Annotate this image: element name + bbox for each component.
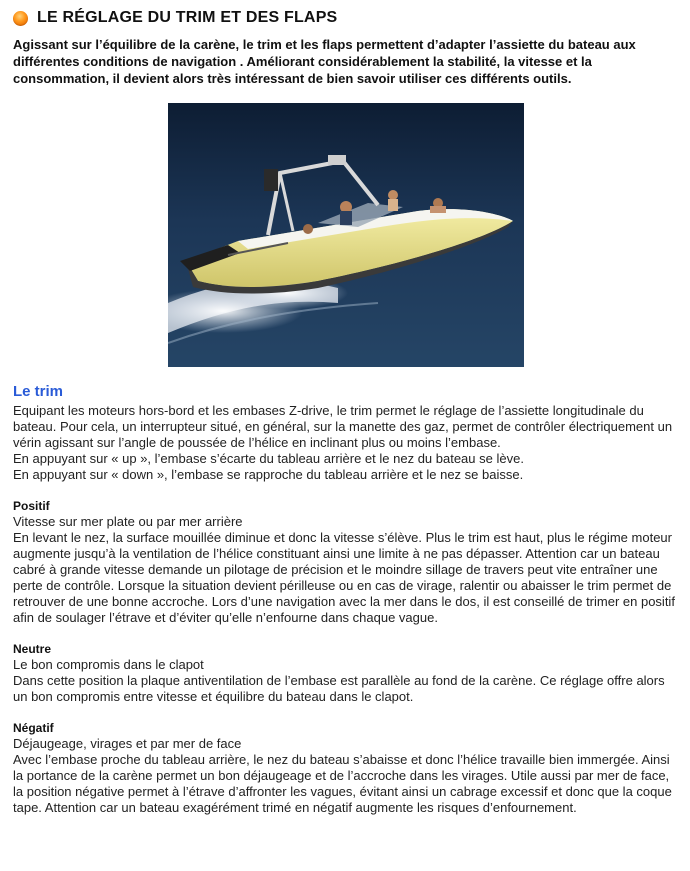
trim-down-line: En appuyant sur « down », l’embase se rapproche du tableau arrière et le nez se baisse. <box>13 467 524 482</box>
article <box>13 6 681 816</box>
positif-heading: Positif <box>13 499 50 513</box>
orange-bullet-icon <box>13 11 28 26</box>
positif-text: En levant le nez, la surface mouillée diminue et donc la vitesse s’élève. Plus le trim est haut, plus le régime moteur augmente jusqu’à la ventilation de l’hélice constituant ainsi une limite à ne pas dépasser. Attention car un bateau cabré à grande vitesse demande un pilotage de précision et le moindre sillage de travers peut vite entraîner une perte de contrôle. Lorsque la situation devient périlleuse ou en cas de virage, ralentir ou abaisser le trim permet de retrouver de une bonne accroche. Lors d’une navigation avec la mer dans le dos, il est conseillé de trimer en positif afin de soulager l’étrave et d’éviter qu’elle n’enfourne dans chaque vague. <box>13 530 675 625</box>
neutre-heading: Neutre <box>13 642 52 656</box>
positif-block <box>13 499 681 626</box>
positif-subtitle: Vitesse sur mer plate ou par mer arrière <box>13 514 243 529</box>
trim-paragraph: Equipant les moteurs hors-bord et les embases Z-drive, le trim permet le réglage de l’assiette longitudinale du bateau. Pour cela, un interrupteur situé, en général, sur la manette des gaz, permet de contrôler électriquement un vérin agissant sur l’angle de poussée de l’hélice en inclinant plus ou moins l’embase. <box>13 403 673 450</box>
title-row <box>13 6 681 30</box>
negatif-subtitle: Déjaugeage, virages et par mer de face <box>13 736 242 751</box>
negatif-text: Avec l’embase proche du tableau arrière, le nez du bateau s’abaisse et donc l’hélice travaille bien immergée. Ainsi la portance de la carène permet un bon déjaugeage et de l’accroche dans les virages. Utile aussi par mer de face, la position négative permet à l’étrave d’affronter les vagues, évitant ainsi un cabrage excessif et donc que la coque tape. Attention car un bateau exagérément trimé en négatif augmente les risques d’enfournement. <box>13 752 672 815</box>
neutre-block <box>13 642 681 705</box>
negatif-block <box>13 721 681 816</box>
trim-description <box>13 403 681 483</box>
intro-paragraph: Agissant sur l’équilibre de la carène, le trim et les flaps permettent d’adapter l’assiette du bateau aux différentes conditions de navigation . Améliorant considérablement la stabilité, la vitesse et la consommation, il devient alors très intéressant de bien savoir utiliser ces différents outils. <box>13 37 636 86</box>
negatif-heading: Négatif <box>13 721 54 735</box>
trim-up-line: En appuyant sur « up », l’embase s’écarte du tableau arrière et le nez du bateau se lève. <box>13 451 524 466</box>
section-title-trim: Le trim <box>13 383 64 400</box>
speedboat-photo <box>168 103 524 367</box>
page-title: LE RÉGLAGE DU TRIM ET DES FLAPS <box>37 9 338 26</box>
neutre-subtitle: Le bon compromis dans le clapot <box>13 657 204 672</box>
neutre-text: Dans cette position la plaque antiventilation de l’embase est parallèle au fond de la carène. Ce réglage offre alors un bon compromis entre vitesse et équilibre du bateau dans le clapot. <box>13 673 665 704</box>
